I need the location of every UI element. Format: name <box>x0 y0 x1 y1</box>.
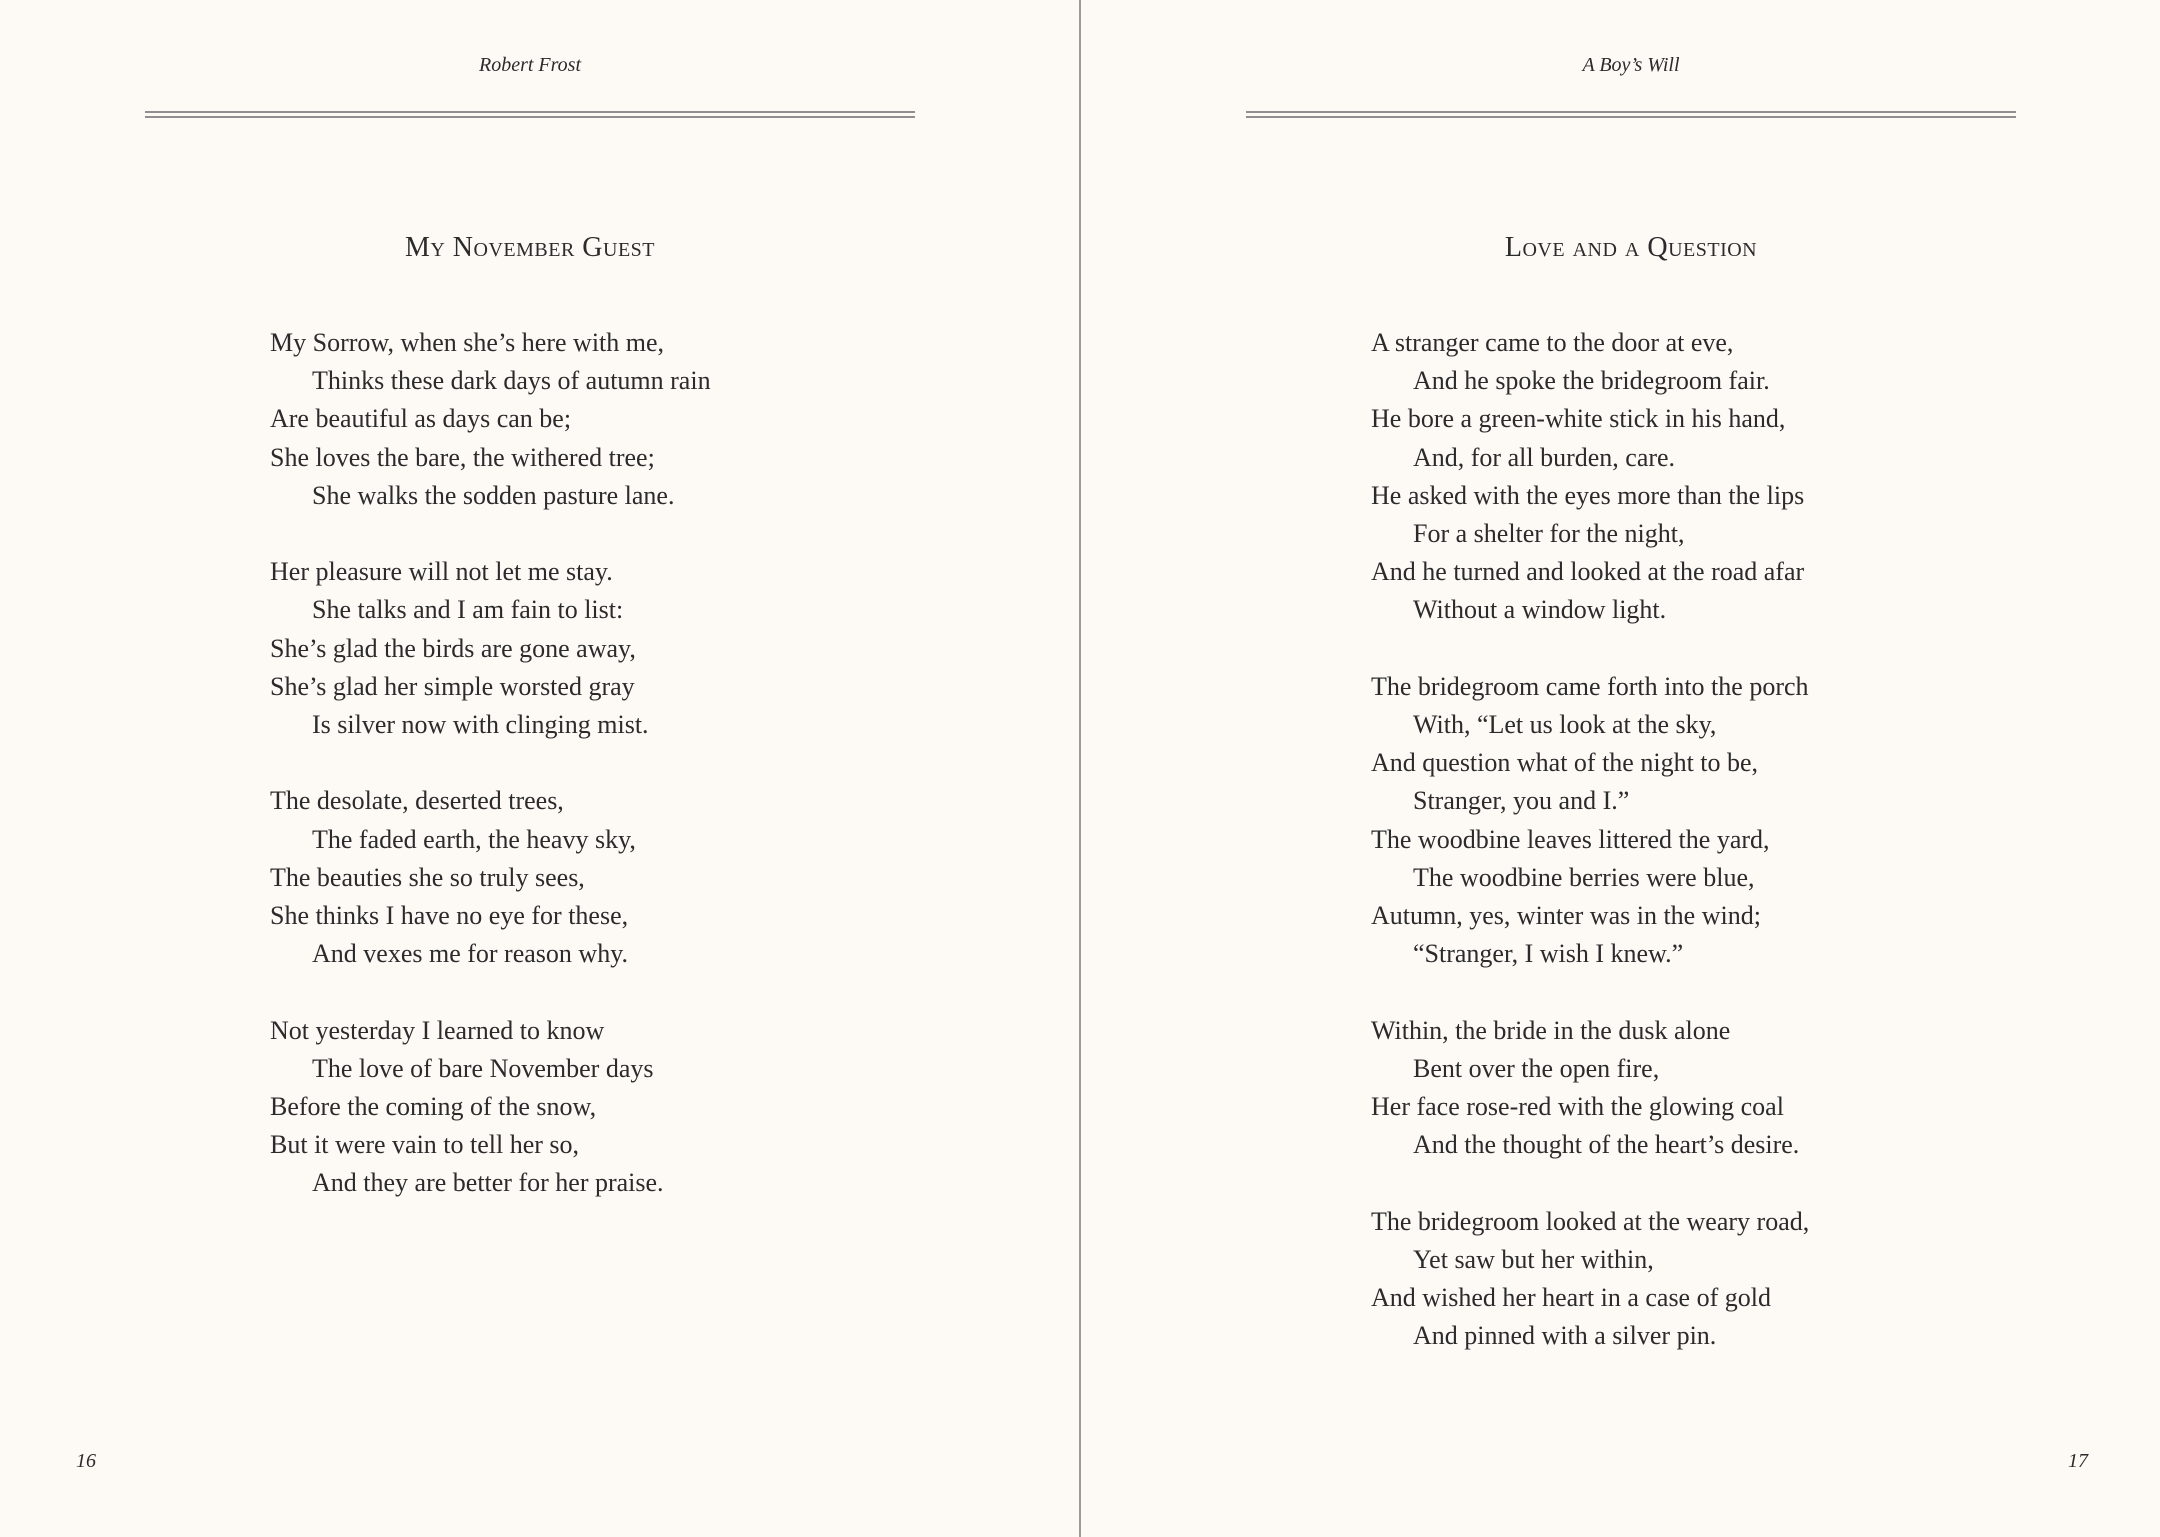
poem-stanza <box>270 553 711 744</box>
poem-line: And they are better for her praise. <box>312 1168 664 1198</box>
poem-line: The bridegroom came forth into the porch <box>1371 671 1809 701</box>
poem-line: She’s glad her simple worsted gray <box>270 671 635 701</box>
page-number: 17 <box>2068 1450 2088 1472</box>
poem-line: Stranger, you and I.” <box>1413 786 1630 816</box>
poem-body <box>270 324 711 1241</box>
running-head-author: Robert Frost <box>478 54 582 76</box>
poem-line: Her face rose-red with the glowing coal <box>1371 1092 1784 1122</box>
page-number: 16 <box>76 1450 96 1472</box>
poem-line: And he spoke the bridegroom fair. <box>1413 366 1770 396</box>
header-double-rule <box>1246 111 2016 118</box>
poem-line: The woodbine leaves littered the yard, <box>1371 824 1770 854</box>
poem-line: Bent over the open fire, <box>1413 1053 1660 1083</box>
poem-stanza <box>1371 1203 1809 1356</box>
poem-line: And pinned with a silver pin. <box>1413 1321 1717 1351</box>
poem-stanza <box>1371 324 1809 630</box>
poem-line: And vexes me for reason why. <box>312 939 628 969</box>
poem-line: “Stranger, I wish I knew.” <box>1413 939 1684 969</box>
poem-body <box>1371 324 1809 1394</box>
poem-line: She walks the sodden pasture lane. <box>312 480 675 510</box>
poem-line: The woodbine berries were blue, <box>1413 862 1755 892</box>
poem-line: And, for all burden, care. <box>1413 442 1676 472</box>
poem-line: And he turned and looked at the road afar <box>1371 557 1805 587</box>
poem-line: But it were vain to tell her so, <box>270 1130 580 1160</box>
poem-line: And question what of the night to be, <box>1371 748 1759 778</box>
poem-line: And wished her heart in a case of gold <box>1371 1283 1771 1313</box>
poem-stanza <box>1371 1012 1809 1165</box>
poem-line: She’s glad the birds are gone away, <box>270 633 636 663</box>
poem-line: For a shelter for the night, <box>1413 519 1685 549</box>
poem-stanza <box>270 324 711 515</box>
poem-line: Is silver now with clinging mist. <box>312 710 649 740</box>
poem-line: The beauties she so truly sees, <box>270 862 585 892</box>
poem-line: The love of bare November days <box>312 1053 654 1083</box>
poem-line: She thinks I have no eye for these, <box>270 901 629 931</box>
poem-line: Thinks these dark days of autumn rain <box>312 366 711 396</box>
poem-title: Love and a Question <box>1504 232 1758 263</box>
poem-title: My November Guest <box>404 232 656 263</box>
poem-line: Before the coming of the snow, <box>270 1092 597 1122</box>
poem-line: Yet saw but her within, <box>1413 1244 1654 1274</box>
poem-line: He bore a green-white stick in his hand, <box>1371 404 1786 434</box>
poem-line: The bridegroom looked at the weary road, <box>1371 1206 1810 1236</box>
poem-line: Without a window light. <box>1413 595 1667 625</box>
poem-stanza <box>270 782 711 973</box>
poem-line: Her pleasure will not let me stay. <box>270 557 613 587</box>
poem-line: Not yesterday I learned to know <box>270 1015 605 1045</box>
poem-line: Within, the bride in the dusk alone <box>1371 1015 1731 1045</box>
poem-line: Autumn, yes, winter was in the wind; <box>1371 901 1761 931</box>
poem-line: He asked with the eyes more than the lips <box>1371 480 1805 510</box>
poem-line: With, “Let us look at the sky, <box>1413 710 1717 740</box>
header-double-rule <box>145 111 915 118</box>
poem-line: And the thought of the heart’s desire. <box>1413 1130 1800 1160</box>
poem-stanza <box>270 1012 711 1203</box>
right-page <box>1080 0 2160 1537</box>
poem-line: The desolate, deserted trees, <box>270 786 564 816</box>
poem-stanza <box>1371 668 1809 974</box>
poem-line: Are beautiful as days can be; <box>270 404 572 434</box>
poem-line: She talks and I am fain to list: <box>312 595 624 625</box>
poem-line: She loves the bare, the withered tree; <box>270 442 655 472</box>
running-head-book-title: A Boy’s Will <box>1582 54 1680 76</box>
poem-line: A stranger came to the door at eve, <box>1371 328 1734 357</box>
poem-line: The faded earth, the heavy sky, <box>312 824 636 854</box>
poem-line: My Sorrow, when she’s here with me, <box>270 328 665 357</box>
